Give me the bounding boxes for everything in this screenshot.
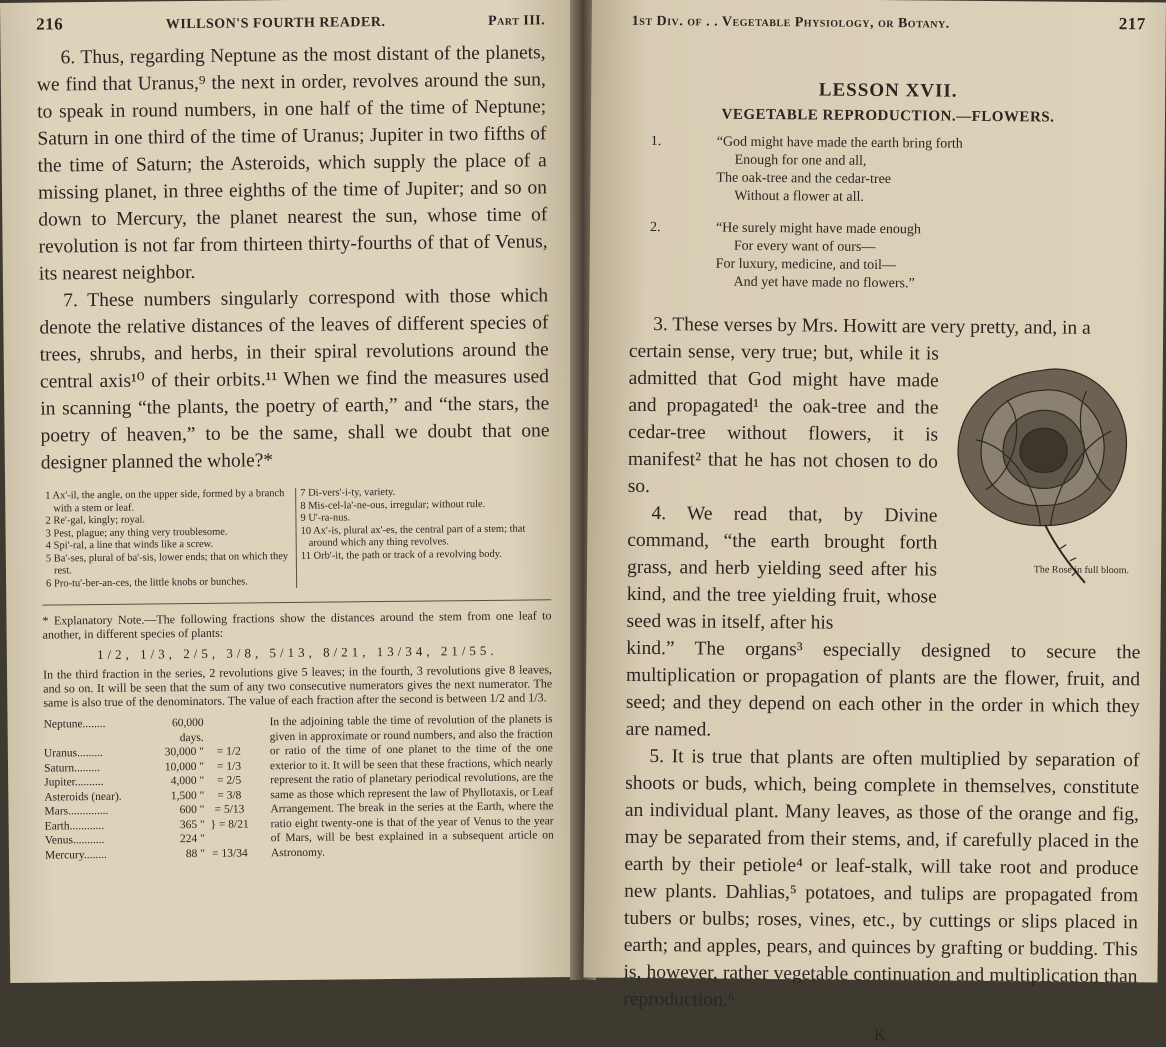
- planet-days: 60,000 days.: [171, 716, 204, 744]
- planet-ratio: = 13/34: [212, 846, 248, 860]
- planet-section: [44, 712, 554, 862]
- lesson-subtitle: VEGETABLE REPRODUCTION.—FLOWERS.: [721, 106, 1055, 126]
- planet-days: 365 ": [179, 818, 205, 831]
- paragraph-4-wrapped: 4. We read that, by Divine command, “the earth brought forth grass, and herb yielding seed after his kind, and the tree yielding fruit, whose seed was in itself, after his: [626, 503, 938, 634]
- left-page-number: 216: [36, 14, 64, 34]
- planet-days: 30,000 ": [164, 745, 204, 759]
- footnote: 4 Spi'-ral, a line that winds like a screw.: [45, 538, 214, 552]
- verse-line: And yet have made no flowers.”: [733, 274, 915, 292]
- verse-2: [629, 219, 1144, 295]
- planet-table: [44, 715, 266, 862]
- table-row: [45, 846, 265, 863]
- right-page-number: 217: [1118, 14, 1146, 34]
- verse-number: 2.: [649, 220, 661, 236]
- verse-line: “God might have made the earth bring forth: [716, 134, 963, 152]
- explanatory-note: * Explanatory Note.—The following fractions show the distances around the stem from one leaf to another, in different species of plants:: [42, 608, 552, 642]
- right-page: [583, 0, 1166, 1045]
- footnote: 5 Ba'-ses, plural of ba'-sis, lower ends; that on which they rest.: [45, 550, 289, 577]
- planet-name: Asteroids (near).: [44, 790, 122, 804]
- right-header: [632, 10, 1146, 34]
- footnote: 8 Mis-cel-la'-ne-ous, irregular; without rule.: [300, 498, 486, 512]
- planet-name: Earth............: [44, 819, 105, 833]
- planet-name: Mars..............: [44, 804, 109, 818]
- footnote: 6 Pro-tu'-ber-an-ces, the little knobs or bunches.: [46, 575, 248, 590]
- lesson-title: LESSON XVII.: [818, 79, 958, 102]
- planet-days: 88 ": [185, 847, 205, 860]
- footnotes: [41, 485, 551, 590]
- planet-ratio: = 1/2: [216, 745, 241, 758]
- illustration-caption: The Rose in full bloom.: [1033, 564, 1130, 577]
- footnote: 9 U'-ra-nus.: [300, 512, 351, 524]
- signature-mark: K: [874, 1026, 886, 1045]
- verse-number: 1.: [650, 134, 662, 150]
- left-page: [0, 0, 585, 983]
- right-running-head: 1st Div. of . . Vegetable Physiology, or Botany.: [631, 13, 950, 32]
- planet-days: 600 ": [179, 803, 205, 817]
- paragraph-7: 7. These numbers singularly correspond with those which denote the relative distances of the leaves of different species of trees, shrubs, and herbs, in their spiral revolutions around the central axis¹⁰ of their orbits.¹¹ When we find the measures used in scanning “the plants, the poetry of earth,” and “the stars, the poetry of heaven,” to be the same, shall we doubt that one designer planned the whole?*: [39, 285, 550, 474]
- left-running-head: WILLSON'S FOURTH READER.: [165, 14, 386, 33]
- rose-section: [626, 311, 1143, 639]
- footnote: 10 Ax'-is, plural ax'-es, the central part of a stem; that around which any thing revolves.: [300, 523, 526, 549]
- table-explanation: In the adjoining table the time of revolution of the planets is given in approximate or round numbers, and also the fraction or ratio of the time of one planet to the time of the one exterior to it. It will be seen that these fractions, which nearly represent the ratio of planetary periodical revolutions, are the same as those which represent the law of Phyllotaxis, or Leaf Arrangement. The break in the series at the Earth, where the ratio eight twenty-one is that of the year of Venus to the year of Mars, will be best explained in a subsequent article on Astronomy.: [269, 713, 554, 859]
- planet-ratio: = 5/13: [214, 803, 245, 816]
- verse-line: For luxury, medicine, and toil—: [715, 256, 897, 274]
- planet-days: 4,000 ": [170, 774, 205, 788]
- planet-days: 10,000 ": [164, 760, 205, 773]
- planet-ratio: = 2/5: [217, 774, 242, 787]
- part-label: Part III.: [487, 13, 546, 29]
- verse-lines: [716, 134, 963, 208]
- planet-ratio: = 3/8: [217, 789, 242, 802]
- footnote: 11 Orb'-it, the path or track of a revolving body.: [300, 548, 503, 562]
- table-row: [44, 715, 264, 746]
- planet-days: 1,500 ": [170, 789, 205, 802]
- verse-line: The oak-tree and the cedar-tree: [716, 170, 892, 188]
- explanation-text: In the third fraction in the series, 2 revolutions give 5 leaves; in the fourth, 3 revolutions give 8 leaves, and so on. It will be seen that the sum of any two consecutive numerators gives the next numerator. The same is also true of the denominators. The value of each fraction after the second is between 1/2 and 1/3.: [42, 662, 553, 710]
- verse-line: Enough for one and all,: [734, 152, 867, 169]
- planet-name: Saturn.........: [43, 761, 100, 775]
- rose-illustration: [945, 350, 1137, 587]
- paragraph-3: certain sense, very true; but, while it is admitted that God might have made and propagated¹ the oak-tree and the cedar-tree without flowers, it is manifest² that he has not chosen to do so.: [627, 340, 940, 498]
- footnote: 1 Ax'-il, the angle, on the upper side, formed by a branch with a stem or leaf.: [45, 488, 285, 514]
- verse-line: Without a flower at all.: [734, 188, 865, 205]
- planet-ratio: [205, 831, 255, 846]
- left-header: [36, 9, 545, 34]
- paragraph-5: 5. It is true that plants are often multiplied by separation of shoots or buds, which, being complete in themselves, constitute an individual plant. Many leaves, as those of the orange and fig, may be separated from their stems, and, if carefully placed in the earth by their petiole⁴ or leaf-stalk, will take root and produce new plants. Dahlias,⁵ potatoes, and tulips are propagated from tubers or bulbs; roses, vines, etc., by cuttings or slips placed in earth; and apples, pears, and quinces by grafting or budding. This is, however, rather vegetable continuation and multiplication than reproduction.⁶: [623, 746, 1140, 1011]
- planet-ratio: } = 8/21: [210, 817, 249, 831]
- footnote: 2 Re'-gal, kingly; royal.: [45, 514, 146, 527]
- verse-1: [630, 133, 1145, 209]
- paragraph-4-continued: kind.” The organs³ especially designed to secure the multiplication or propagation of plants are the flower, fruit, and seed; and they depend on each other in the order in which they are named.: [625, 637, 1141, 741]
- verse-lines: [715, 220, 921, 294]
- planet-name: Jupiter..........: [44, 775, 104, 789]
- planet-name: Uranus.........: [43, 746, 104, 760]
- footnote: 3 Pest, plague; any thing very troublesome.: [45, 526, 228, 540]
- verse-line: “He surely might have made enough: [715, 220, 921, 238]
- planet-ratio: = 1/3: [216, 760, 242, 773]
- planet-name: Mercury........: [44, 848, 107, 862]
- planet-ratio: [203, 715, 253, 745]
- divider: [42, 599, 551, 605]
- fraction-series: 1/2, 1/3, 2/5, 3/8, 5/13, 8/21, 13/34, 21/55.: [96, 642, 498, 663]
- footnotes-left-column: [41, 488, 296, 591]
- footnotes-right-column: [295, 485, 551, 588]
- planet-name: Venus...........: [44, 833, 105, 847]
- planet-days: 224 ": [179, 832, 205, 846]
- paragraph-6: 6. Thus, regarding Neptune as the most distant of the planets, we find that Uranus,⁹ the next in order, revolves around the sun, to speak in round numbers, in one half of the time of Neptune; Saturn in one third of the time of Uranus; Jupiter in two fifths of the time of Saturn; the Asteroids, which supply the place of a missing planet, in three eighths of the time of Jupiter; and so on down to Mercury, the planet nearest the sun, whose time of revolution is not far from thirteen thirty-fourths of that of Venus, its nearest neighbor.: [36, 42, 548, 285]
- footnote: 7 Di-vers'-i-ty, variety.: [300, 486, 396, 499]
- paragraph-3-first-line: 3. These verses by Mrs. Howitt are very pretty, and, in a: [653, 314, 1091, 339]
- planet-name: Neptune........: [43, 717, 106, 731]
- verse-line: For every want of ours—: [733, 238, 876, 255]
